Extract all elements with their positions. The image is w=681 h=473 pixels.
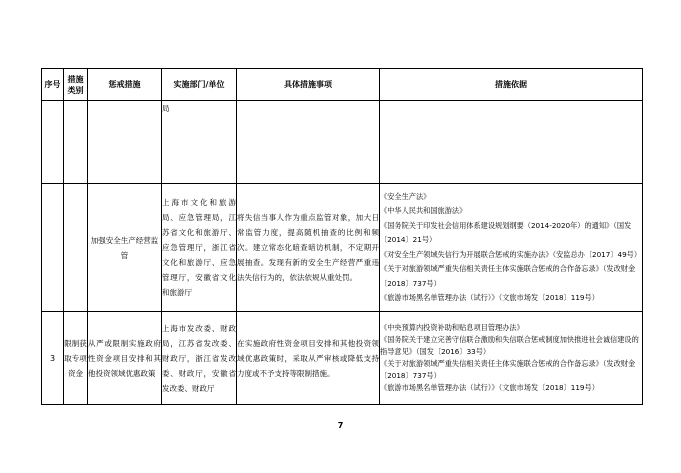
row2-matters: 将失信当事人作为重点监管对象，加大日常监管力度，提高随机抽查的比例和频次。建立常态化暗查暗访机制，不定期开展抽查。发现有新的安全生产经营严重违法失信行为的，依法依规从重处罚。 xyxy=(237,184,380,312)
row1-category xyxy=(64,101,88,184)
table-row xyxy=(42,101,643,184)
header-basis: 措施依据 xyxy=(380,69,643,101)
row1-serial xyxy=(42,101,64,184)
basis-item: 《关于对旅游领域严重失信相关责任主体实施联合惩戒的合作备忘录》（发改财金〔2018〕737号） xyxy=(380,359,636,380)
row1-department: 局 xyxy=(162,101,237,184)
row3-basis xyxy=(380,312,643,405)
basis-item: 《安全生产法》 xyxy=(380,191,431,201)
basis-item: 《国务院关于印发社会信用体系建设规划纲要（2014-2020年）的通知》（国发〔2014〕21号） xyxy=(380,220,632,244)
basis-item: 《中央预算内投资补助和贴息项目管理办法》 xyxy=(380,323,524,332)
page-number: 7 xyxy=(337,421,344,430)
row2-category xyxy=(64,184,88,312)
basis-item: 《旅游市场黑名单管理办法（试行）》（文旅市场发〔2018〕119号） xyxy=(380,383,599,392)
row1-measure xyxy=(88,101,162,184)
row1-basis xyxy=(380,101,643,184)
header-serial: 序号 xyxy=(42,69,64,101)
row3-measure: 从严或限制实施政府性资金项目安排和其他投资领域优惠政策 xyxy=(88,312,162,405)
row3-serial: 3 xyxy=(42,312,64,405)
row1-matters xyxy=(237,101,380,184)
header-department: 实施部门/单位 xyxy=(162,69,237,101)
basis-item: 《旅游市场黑名单管理办法（试行）》（文旅市场发〔2018〕119号） xyxy=(380,293,599,302)
basis-item: 《对安全生产领域失信行为开展联合惩戒的实施办法》（安监总办〔2017〕49号） xyxy=(380,249,642,259)
row2-serial xyxy=(42,184,64,312)
row3-department: 上海市发改委、财政局，江苏省发改委、财政厅，浙江省发改委、财政厅，安徽省发改委、财政厅 xyxy=(162,312,237,405)
row2-basis xyxy=(380,184,643,312)
header-category: 措施类别 xyxy=(64,69,88,101)
basis-item: 《中华人民共和国旅游法》 xyxy=(380,206,467,215)
header-measure: 惩戒措施 xyxy=(88,69,162,101)
header-matters: 具体措施事项 xyxy=(237,69,380,101)
basis-item: 《国务院关于建立完善守信联合激励和失信联合惩戒制度加快推进社会诚信建设的指导意见》（国发〔2016〕33号） xyxy=(380,335,639,356)
row2-measure: 加强安全生产经营监管 xyxy=(88,184,162,312)
row3-matters: 在实施政府性资金项目安排和其他投资领域优惠政策时，采取从严审核或降低支持力度或不予支持等限制措施。 xyxy=(237,312,380,405)
table-header-row xyxy=(42,69,643,101)
row2-department: 上海市文化和旅游局、应急管理局，江苏省文化和旅游厅、应急管理厅，浙江省文化和旅游厅、应急管理厅，安徽省文化和旅游厅 xyxy=(162,184,237,312)
row3-category: 限制获取专项资金 xyxy=(64,312,88,405)
table-row xyxy=(42,312,643,405)
measures-table xyxy=(41,68,643,405)
table-row xyxy=(42,184,643,312)
basis-item: 《关于对旅游领域严重失信相关责任主体实施联合惩戒的合作备忘录》（发改财金〔2018〕737号） xyxy=(380,264,636,288)
